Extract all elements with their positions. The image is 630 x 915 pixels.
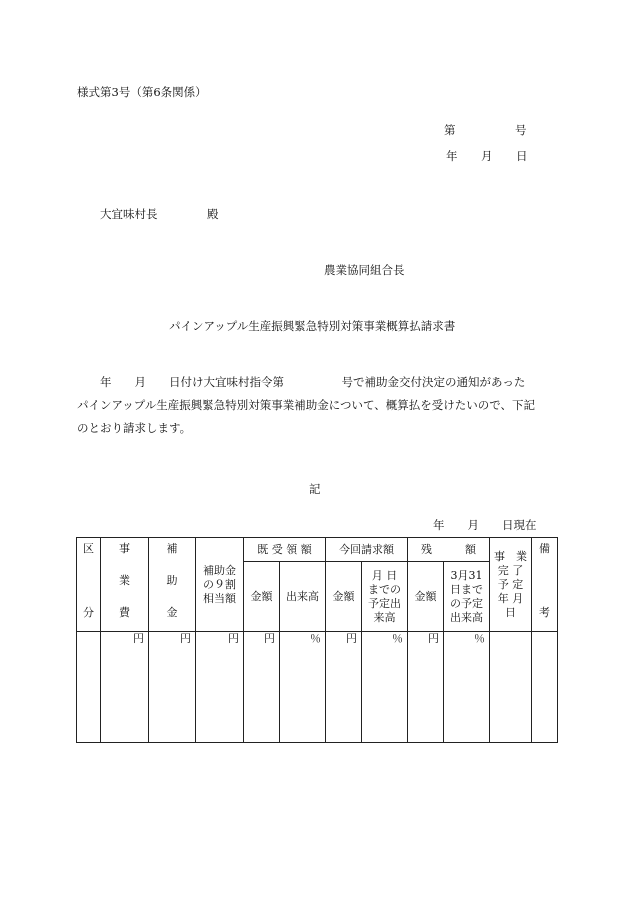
data-cell-konkai-kingaku: 円 xyxy=(326,632,362,743)
subheader-dekidaka: 出来高 xyxy=(280,562,326,632)
header-hojokin: 補 助 金 xyxy=(149,538,196,632)
body-text-line: パインアップル生産振興緊急特別対策事業補助金について、概算払を受けたいので、下記 xyxy=(77,398,536,412)
data-cell-jigyohi: 円 xyxy=(101,632,149,743)
sender-name: 農業協同組合長 xyxy=(324,263,405,277)
document-number-suffix: 号 xyxy=(515,123,527,137)
addressee-name: 大宜味村長 xyxy=(100,207,158,221)
date-year-label: 年 xyxy=(446,149,458,163)
data-cell-konkai-yotei: ％ xyxy=(362,632,408,743)
header-90pct: 補助金 の９割 相当額 xyxy=(196,538,244,632)
date-month-label: 月 xyxy=(481,149,493,163)
date-day-label: 日 xyxy=(516,149,528,163)
data-cell-90pct: 円 xyxy=(196,632,244,743)
header-kanryo: 事 業 完 了 予 定 年 月 日 xyxy=(490,538,532,632)
ki-heading: 記 xyxy=(309,482,321,496)
data-cell-zan-yotei: ％ xyxy=(444,632,490,743)
data-cell-biko xyxy=(532,632,558,743)
data-cell-kubun xyxy=(77,632,101,743)
header-biko: 備 考 xyxy=(532,538,558,632)
request-table xyxy=(76,537,558,743)
body-text-line: 年 月 日付け大宜味村指令第 号で補助金交付決定の通知があった xyxy=(77,375,526,389)
data-cell-kiju-dekidaka: ％ xyxy=(280,632,326,743)
subheader-zan-yotei: 3月31 日まで の予定 出来高 xyxy=(444,562,490,632)
header-konkai: 今回請求額 xyxy=(326,538,408,562)
addressee-honorific: 殿 xyxy=(207,207,219,221)
data-cell-hojokin: 円 xyxy=(149,632,196,743)
as-of-year: 年 xyxy=(433,518,445,532)
header-zan: 残 額 xyxy=(408,538,490,562)
as-of-suffix: 日現在 xyxy=(502,518,537,532)
subheader-kingaku: 金額 xyxy=(408,562,444,632)
as-of-month: 月 xyxy=(467,518,479,532)
data-cell-zan-kingaku: 円 xyxy=(408,632,444,743)
subheader-kingaku: 金額 xyxy=(326,562,362,632)
document-number-prefix: 第 xyxy=(444,123,456,137)
data-cell-kiju-kingaku: 円 xyxy=(244,632,280,743)
data-cell-kanryo xyxy=(490,632,532,743)
header-kubun: 区 分 xyxy=(77,538,101,632)
subheader-konkai-yotei: 月 日 までの 予定出 来高 xyxy=(362,562,408,632)
header-kiju: 既 受 領 額 xyxy=(244,538,326,562)
subheader-kingaku: 金額 xyxy=(244,562,280,632)
header-jigyohi: 事 業 費 xyxy=(101,538,149,632)
form-number: 様式第3号（第6条関係） xyxy=(77,85,207,99)
document-title: パインアップル生産振興緊急特別対策事業概算払請求書 xyxy=(169,319,456,333)
body-text-line: のとおり請求します。 xyxy=(77,421,192,435)
as-of-date xyxy=(433,517,537,533)
